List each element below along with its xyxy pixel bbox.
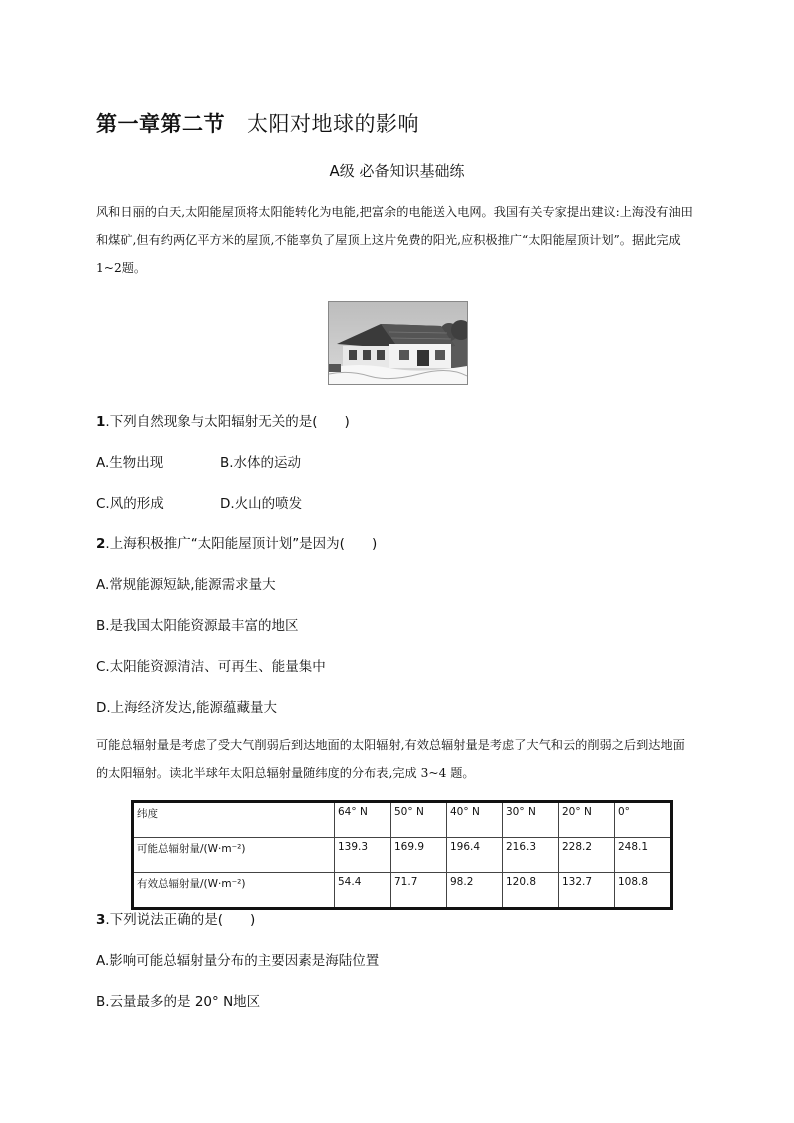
table-cell: 98.2 — [447, 873, 503, 909]
table-cell: 248.1 — [615, 838, 672, 873]
table-row — [133, 838, 672, 873]
question-2 — [96, 532, 377, 552]
chapter-heading: 第一章第二节 — [96, 112, 225, 136]
question-1-option-d: D.火山的喷发 — [220, 496, 303, 512]
radiation-table — [131, 800, 673, 910]
question-2-stem: .上海积极推广“太阳能屋顶计划”是因为( ) — [105, 536, 378, 552]
solar-roof-house-photo — [328, 301, 468, 385]
page-title — [96, 108, 419, 138]
question-2-option-d: D.上海经济发达,能源蕴藏量大 — [96, 700, 277, 716]
table-header-row — [133, 802, 672, 838]
passage-1: 风和日丽的白天,太阳能屋顶将太阳能转化为电能,把富余的电能送入电网。我国有关专家提出建议:上海没有油田和煤矿,但有约两亿平方米的屋顶,不能辜负了屋顶上这片免费的阳光,应积极推广“太阳能屋顶计划”。据此完成 1~2题。 — [96, 205, 693, 275]
table-cell: 71.7 — [391, 873, 447, 909]
section-topic: 太阳对地球的影响 — [247, 112, 419, 136]
table-cell: 132.7 — [559, 873, 615, 909]
table-header-cell: 30° N — [503, 802, 559, 838]
table-cell: 169.9 — [391, 838, 447, 873]
passage-2: 可能总辐射量是考虑了受大气削弱后到达地面的太阳辐射,有效总辐射量是考虑了大气和云的削弱之后到达地面的太阳辐射。读北半球年太阳总辐射量随纬度的分布表,完成 3~4 题。 — [96, 738, 685, 780]
question-1-option-a: A.生物出现 — [96, 455, 164, 471]
question-1-number: 1 — [96, 414, 106, 430]
table-header-cell: 40° N — [447, 802, 503, 838]
question-3-number: 3 — [96, 912, 106, 928]
question-1-stem: .下列自然现象与太阳辐射无关的是( ) — [105, 414, 350, 430]
table-cell: 有效总辐射量/(W·m⁻²) — [133, 873, 335, 909]
question-3 — [96, 908, 255, 928]
question-2-option-c: C.太阳能资源清洁、可再生、能量集中 — [96, 659, 326, 675]
table-cell: 216.3 — [503, 838, 559, 873]
table-cell: 228.2 — [559, 838, 615, 873]
table-cell: 120.8 — [503, 873, 559, 909]
table-cell: 108.8 — [615, 873, 672, 909]
table-cell: 139.3 — [335, 838, 391, 873]
question-2-number: 2 — [96, 536, 106, 552]
level-heading: A级 必备知识基础练 — [329, 162, 465, 180]
question-2-option-b: B.是我国太阳能资源最丰富的地区 — [96, 618, 299, 634]
question-3-stem: .下列说法正确的是( ) — [105, 912, 256, 928]
table-cell: 54.4 — [335, 873, 391, 909]
question-2-option-a: A.常规能源短缺,能源需求量大 — [96, 577, 276, 593]
table-header-cell: 64° N — [335, 802, 391, 838]
table-cell: 196.4 — [447, 838, 503, 873]
question-3-option-b: B.云量最多的是 20° N地区 — [96, 994, 261, 1010]
table-cell: 可能总辐射量/(W·m⁻²) — [133, 838, 335, 873]
table-header-cell: 20° N — [559, 802, 615, 838]
table-header-cell: 50° N — [391, 802, 447, 838]
question-1-option-b: B.水体的运动 — [220, 455, 302, 471]
table-row — [133, 873, 672, 909]
question-1 — [96, 410, 350, 430]
house-illustration — [329, 302, 467, 384]
table-header-cell: 0° — [615, 802, 672, 838]
question-1-option-c: C.风的形成 — [96, 496, 164, 512]
table-header-cell: 纬度 — [133, 802, 335, 838]
question-3-option-a: A.影响可能总辐射量分布的主要因素是海陆位置 — [96, 953, 380, 969]
